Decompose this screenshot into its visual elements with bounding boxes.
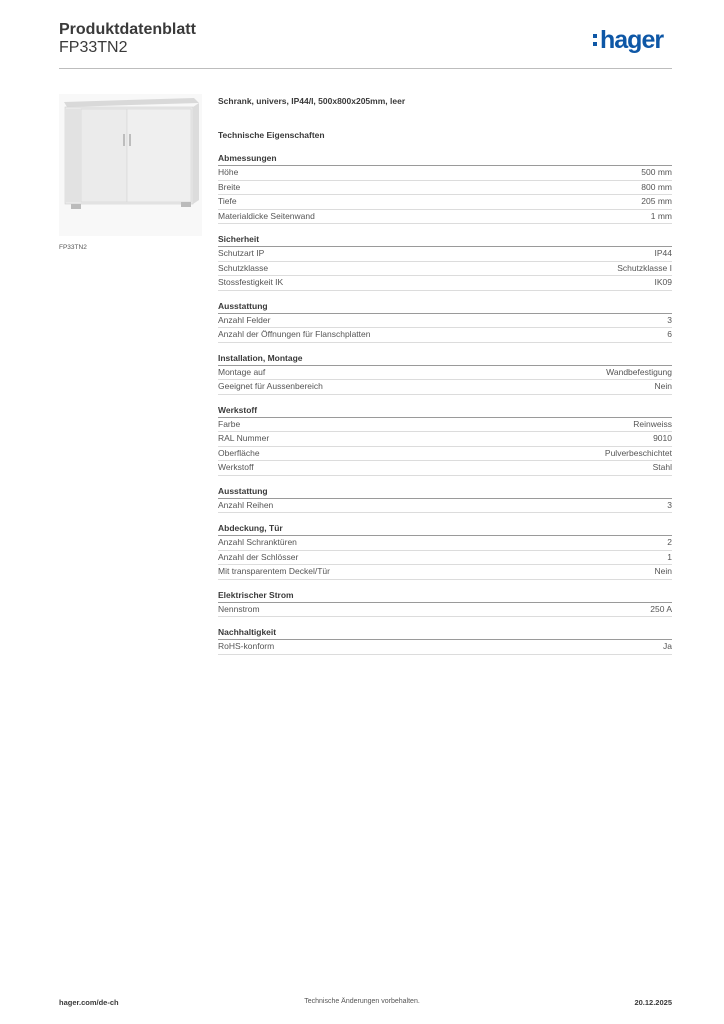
property-row <box>218 262 672 277</box>
property-section <box>218 301 672 343</box>
technical-properties-heading: Technische Eigenschaften <box>218 130 325 140</box>
property-label: Nennstrom <box>218 603 260 614</box>
logo-text: hager <box>600 26 664 54</box>
section-title: Abmessungen <box>218 153 672 166</box>
hager-logo <box>593 28 663 53</box>
property-row <box>218 461 672 476</box>
property-value: 800 mm <box>641 181 672 192</box>
property-value: Schutzklasse I <box>617 262 672 273</box>
property-label: Tiefe <box>218 196 237 206</box>
image-caption: FP33TN2 <box>59 244 87 251</box>
property-row <box>218 210 672 225</box>
property-label: Montage auf <box>218 366 266 377</box>
section-title: Werkstoff <box>218 405 672 418</box>
property-section <box>218 627 672 655</box>
property-section <box>218 353 672 395</box>
property-value: Wandbefestigung <box>606 366 672 377</box>
footer-website: hager.com/de-ch <box>59 998 119 1007</box>
property-section <box>218 523 672 580</box>
product-details <box>218 96 672 665</box>
property-label: Oberfläche <box>218 447 260 458</box>
property-row <box>218 195 672 210</box>
property-value: Pulverbeschichtet <box>604 447 672 458</box>
property-row <box>218 166 672 181</box>
section-title: Abdeckung, Tür <box>218 523 672 536</box>
property-value: 1 <box>667 551 672 562</box>
property-value: 3 <box>667 314 672 325</box>
cabinet-illustration <box>59 94 202 236</box>
property-value: 1 mm <box>650 210 672 221</box>
property-label: Schutzklasse <box>218 262 269 273</box>
section-title: Ausstattung <box>218 301 672 314</box>
property-section <box>218 486 672 514</box>
product-code: FP33TN2 <box>59 39 128 56</box>
property-row <box>218 380 672 395</box>
property-label: Anzahl Felder <box>218 314 271 325</box>
property-row <box>218 447 672 462</box>
property-label: Farbe <box>218 418 241 429</box>
property-section <box>218 405 672 476</box>
footer-date: 20.12.2025 <box>634 998 672 1007</box>
properties-list <box>218 153 672 655</box>
property-row <box>218 432 672 447</box>
logo-colon-icon <box>593 34 597 46</box>
property-value: IP44 <box>654 248 672 258</box>
property-label: RAL Nummer <box>218 433 270 443</box>
property-row <box>218 328 672 343</box>
property-value: 6 <box>667 329 672 339</box>
property-label: Anzahl Reihen <box>218 499 274 510</box>
property-value: 9010 <box>653 433 672 443</box>
property-label: Anzahl Schranktüren <box>218 537 297 547</box>
property-label: Anzahl der Schlösser <box>218 551 299 562</box>
property-row <box>218 603 672 618</box>
property-value: 500 mm <box>641 167 672 177</box>
property-row <box>218 181 672 196</box>
property-row <box>218 418 672 433</box>
property-row <box>218 499 672 514</box>
section-title: Sicherheit <box>218 234 672 247</box>
product-image <box>59 94 202 236</box>
property-label: Mit transparentem Deckel/Tür <box>218 566 330 576</box>
product-description: Schrank, univers, IP44/I, 500x800x205mm, leer <box>218 96 406 106</box>
property-label: Anzahl der Öffnungen für Flanschplatten <box>218 329 371 339</box>
property-label: Werkstoff <box>218 462 254 472</box>
property-label: RoHS-konform <box>218 641 275 651</box>
property-value: 205 mm <box>641 196 672 206</box>
property-label: Stossfestigkeit IK <box>218 277 284 287</box>
section-title: Nachhaltigkeit <box>218 627 672 640</box>
property-value: 250 A <box>650 603 672 614</box>
document-title: Produktdatenblatt <box>59 21 196 38</box>
property-section <box>218 234 672 291</box>
section-title: Ausstattung <box>218 486 672 499</box>
property-section <box>218 153 672 224</box>
property-row <box>218 366 672 381</box>
property-value: Nein <box>654 381 672 391</box>
property-value: Reinweiss <box>633 418 672 429</box>
property-label: Schutzart IP <box>218 248 265 258</box>
property-row <box>218 276 672 291</box>
section-title: Installation, Montage <box>218 353 672 366</box>
property-row <box>218 565 672 580</box>
property-label: Höhe <box>218 167 239 177</box>
footer-notice: Technische Änderungen vorbehalten. <box>304 998 420 1005</box>
property-label: Breite <box>218 181 241 192</box>
property-row <box>218 247 672 262</box>
property-value: 2 <box>667 537 672 547</box>
property-row <box>218 536 672 551</box>
property-value: Ja <box>663 641 672 651</box>
property-label: Materialdicke Seitenwand <box>218 210 315 221</box>
property-value: 3 <box>667 499 672 510</box>
property-row <box>218 314 672 329</box>
section-title: Elektrischer Strom <box>218 590 672 603</box>
property-value: IK09 <box>654 277 672 287</box>
property-value: Stahl <box>652 462 672 472</box>
property-row <box>218 640 672 655</box>
property-row <box>218 551 672 566</box>
property-section <box>218 590 672 618</box>
header-divider <box>59 68 672 69</box>
property-value: Nein <box>654 566 672 576</box>
property-label: Geeignet für Aussenbereich <box>218 381 323 391</box>
